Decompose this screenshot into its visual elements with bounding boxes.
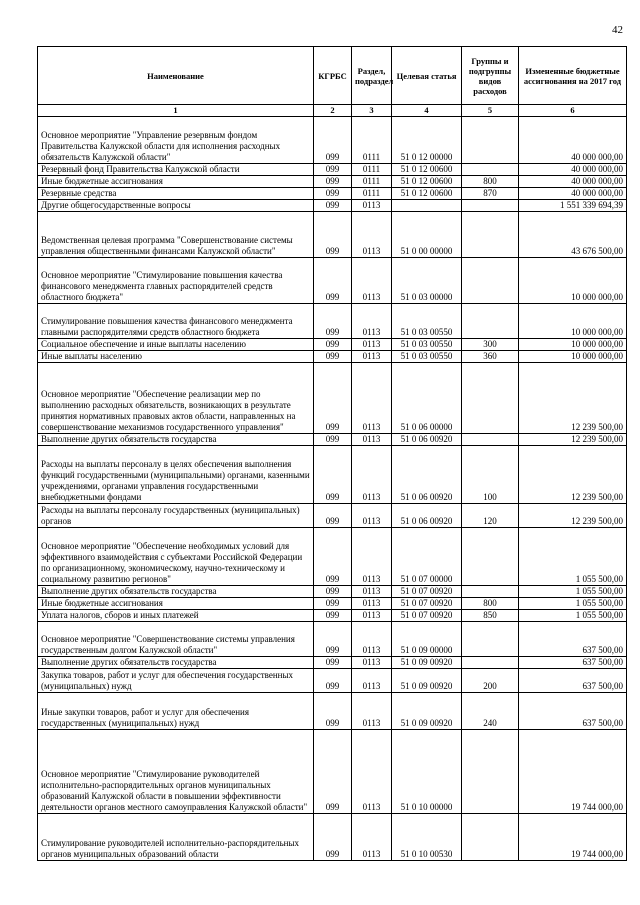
column-number: 4 bbox=[392, 105, 462, 117]
cell-amount: 10 000 000,00 bbox=[519, 351, 627, 363]
header-target: Целевая статья bbox=[392, 47, 462, 105]
cell-kgrbs: 099 bbox=[314, 657, 352, 669]
cell-name: Основное мероприятие "Совершенствование системы управления государственным долгом Калужской области" bbox=[38, 622, 314, 657]
table-row bbox=[38, 598, 627, 610]
cell-name: Основное мероприятие "Стимулирование руководителей исполнительно-распорядительных органов муниципальных образований Калужской области в повышении эффективности деятельности органов местного самоуправления Калужской области" bbox=[38, 730, 314, 814]
column-number: 1 bbox=[38, 105, 314, 117]
cell-group: 100 bbox=[462, 446, 519, 504]
table-row bbox=[38, 610, 627, 622]
cell-target: 51 0 07 00000 bbox=[392, 528, 462, 586]
cell-section: 0113 bbox=[352, 598, 392, 610]
cell-group: 200 bbox=[462, 669, 519, 693]
cell-section: 0113 bbox=[352, 814, 392, 861]
table-row bbox=[38, 212, 627, 258]
cell-amount: 637 500,00 bbox=[519, 657, 627, 669]
cell-target: 51 0 03 00550 bbox=[392, 339, 462, 351]
cell-target: 51 0 10 00530 bbox=[392, 814, 462, 861]
cell-target: 51 0 09 00920 bbox=[392, 657, 462, 669]
cell-group: 300 bbox=[462, 339, 519, 351]
cell-section: 0113 bbox=[352, 434, 392, 446]
cell-name: Иные закупки товаров, работ и услуг для обеспечения государственных (муниципальных) нужд bbox=[38, 693, 314, 730]
table-row bbox=[38, 258, 627, 304]
cell-kgrbs: 099 bbox=[314, 212, 352, 258]
column-number-row bbox=[38, 105, 627, 117]
cell-target: 51 0 09 00920 bbox=[392, 693, 462, 730]
table-row bbox=[38, 528, 627, 586]
cell-name: Другие общегосударственные вопросы bbox=[38, 200, 314, 212]
cell-group bbox=[462, 622, 519, 657]
cell-amount: 19 744 000,00 bbox=[519, 814, 627, 861]
cell-target: 51 0 12 00600 bbox=[392, 176, 462, 188]
table-row bbox=[38, 117, 627, 164]
table-row bbox=[38, 200, 627, 212]
cell-kgrbs: 099 bbox=[314, 814, 352, 861]
cell-amount: 12 239 500,00 bbox=[519, 363, 627, 434]
cell-name: Основное мероприятие "Обеспечение необходимых условий для эффективного взаимодействия с субъектами Российской Федерации по организационному, экономическому, научно-техническому и социальному развитию регионов" bbox=[38, 528, 314, 586]
cell-amount: 637 500,00 bbox=[519, 622, 627, 657]
cell-group: 800 bbox=[462, 598, 519, 610]
cell-section: 0111 bbox=[352, 188, 392, 200]
cell-amount: 637 500,00 bbox=[519, 669, 627, 693]
cell-kgrbs: 099 bbox=[314, 176, 352, 188]
cell-name: Стимулирование руководителей исполнительно-распорядительных органов муниципальных образований области bbox=[38, 814, 314, 861]
cell-target: 51 0 09 00920 bbox=[392, 669, 462, 693]
cell-kgrbs: 099 bbox=[314, 351, 352, 363]
cell-target: 51 0 12 00600 bbox=[392, 164, 462, 176]
cell-name: Закупка товаров, работ и услуг для обеспечения государственных (муниципальных) нужд bbox=[38, 669, 314, 693]
column-number: 5 bbox=[462, 105, 519, 117]
page-number: 42 bbox=[612, 24, 623, 36]
table-body bbox=[38, 117, 627, 861]
cell-kgrbs: 099 bbox=[314, 586, 352, 598]
cell-group: 120 bbox=[462, 504, 519, 528]
cell-kgrbs: 099 bbox=[314, 622, 352, 657]
cell-kgrbs: 099 bbox=[314, 200, 352, 212]
cell-target: 51 0 03 00550 bbox=[392, 351, 462, 363]
cell-target: 51 0 07 00920 bbox=[392, 610, 462, 622]
column-number: 3 bbox=[352, 105, 392, 117]
cell-amount: 10 000 000,00 bbox=[519, 258, 627, 304]
cell-target: 51 0 06 00920 bbox=[392, 446, 462, 504]
cell-section: 0111 bbox=[352, 164, 392, 176]
cell-section: 0113 bbox=[352, 610, 392, 622]
cell-section: 0113 bbox=[352, 528, 392, 586]
cell-group: 850 bbox=[462, 610, 519, 622]
cell-section: 0113 bbox=[352, 693, 392, 730]
cell-group bbox=[462, 363, 519, 434]
cell-section: 0113 bbox=[352, 586, 392, 598]
cell-group: 870 bbox=[462, 188, 519, 200]
cell-name: Социальное обеспечение и иные выплаты населению bbox=[38, 339, 314, 351]
cell-target: 51 0 12 00600 bbox=[392, 188, 462, 200]
cell-name: Иные бюджетные ассигнования bbox=[38, 598, 314, 610]
table-row bbox=[38, 586, 627, 598]
cell-amount: 1 055 500,00 bbox=[519, 598, 627, 610]
cell-section: 0113 bbox=[352, 258, 392, 304]
table-row bbox=[38, 504, 627, 528]
cell-section: 0113 bbox=[352, 200, 392, 212]
cell-kgrbs: 099 bbox=[314, 188, 352, 200]
cell-amount: 10 000 000,00 bbox=[519, 339, 627, 351]
cell-group bbox=[462, 814, 519, 861]
cell-group: 800 bbox=[462, 176, 519, 188]
cell-section: 0113 bbox=[352, 304, 392, 339]
cell-kgrbs: 099 bbox=[314, 504, 352, 528]
cell-amount: 40 000 000,00 bbox=[519, 176, 627, 188]
cell-name: Ведомственная целевая программа "Совершенствование системы управления общественными финансами Калужской области" bbox=[38, 212, 314, 258]
cell-kgrbs: 099 bbox=[314, 363, 352, 434]
cell-group bbox=[462, 434, 519, 446]
cell-kgrbs: 099 bbox=[314, 434, 352, 446]
cell-target: 51 0 00 00000 bbox=[392, 212, 462, 258]
cell-group bbox=[462, 200, 519, 212]
column-number: 2 bbox=[314, 105, 352, 117]
cell-name: Расходы на выплаты персоналу в целях обеспечения выполнения функций государственными (муниципальными) органами, казенными учреждениями, органами управления государственными внебюджетными фондами bbox=[38, 446, 314, 504]
table-row bbox=[38, 164, 627, 176]
cell-group bbox=[462, 117, 519, 164]
cell-section: 0113 bbox=[352, 339, 392, 351]
cell-kgrbs: 099 bbox=[314, 446, 352, 504]
cell-group: 360 bbox=[462, 351, 519, 363]
cell-kgrbs: 099 bbox=[314, 693, 352, 730]
table-row bbox=[38, 693, 627, 730]
cell-section: 0113 bbox=[352, 363, 392, 434]
cell-amount: 12 239 500,00 bbox=[519, 504, 627, 528]
header-row bbox=[38, 47, 627, 105]
cell-target bbox=[392, 200, 462, 212]
cell-section: 0113 bbox=[352, 351, 392, 363]
cell-amount: 19 744 000,00 bbox=[519, 730, 627, 814]
cell-group bbox=[462, 258, 519, 304]
cell-kgrbs: 099 bbox=[314, 610, 352, 622]
cell-target: 51 0 06 00000 bbox=[392, 363, 462, 434]
table-row bbox=[38, 657, 627, 669]
table-row bbox=[38, 730, 627, 814]
cell-target: 51 0 06 00920 bbox=[392, 504, 462, 528]
cell-group: 240 bbox=[462, 693, 519, 730]
cell-amount: 1 055 500,00 bbox=[519, 586, 627, 598]
cell-name: Иные выплаты населению bbox=[38, 351, 314, 363]
cell-section: 0113 bbox=[352, 446, 392, 504]
budget-table bbox=[37, 46, 627, 861]
cell-kgrbs: 099 bbox=[314, 258, 352, 304]
cell-section: 0113 bbox=[352, 504, 392, 528]
cell-name: Основное мероприятие "Управление резервным фондом Правительства Калужской области для исполнения расходных обязательств Калужской области" bbox=[38, 117, 314, 164]
cell-amount: 12 239 500,00 bbox=[519, 446, 627, 504]
table-row bbox=[38, 188, 627, 200]
cell-section: 0113 bbox=[352, 669, 392, 693]
cell-name: Расходы на выплаты персоналу государственных (муниципальных) органов bbox=[38, 504, 314, 528]
header-name: Наименование bbox=[38, 47, 314, 105]
cell-name: Выполнение других обязательств государства bbox=[38, 434, 314, 446]
header-amount: Измененные бюджетные ассигнования на 2017 год bbox=[519, 47, 627, 105]
cell-target: 51 0 12 00000 bbox=[392, 117, 462, 164]
cell-target: 51 0 07 00920 bbox=[392, 598, 462, 610]
cell-amount: 637 500,00 bbox=[519, 693, 627, 730]
header-groups: Группы и подгруппы видов расходов bbox=[462, 47, 519, 105]
header-kgrbs: КГРБС bbox=[314, 47, 352, 105]
cell-name: Выполнение других обязательств государства bbox=[38, 657, 314, 669]
cell-amount: 43 676 500,00 bbox=[519, 212, 627, 258]
table-row bbox=[38, 622, 627, 657]
cell-section: 0113 bbox=[352, 730, 392, 814]
cell-name: Основное мероприятие "Стимулирование повышения качества финансового менеджмента главных распорядителей средств областного бюджета" bbox=[38, 258, 314, 304]
cell-amount: 40 000 000,00 bbox=[519, 164, 627, 176]
table-row bbox=[38, 304, 627, 339]
table-row bbox=[38, 814, 627, 861]
cell-amount: 40 000 000,00 bbox=[519, 188, 627, 200]
table-row bbox=[38, 351, 627, 363]
cell-group bbox=[462, 164, 519, 176]
cell-group bbox=[462, 657, 519, 669]
cell-target: 51 0 10 00000 bbox=[392, 730, 462, 814]
cell-section: 0113 bbox=[352, 212, 392, 258]
cell-target: 51 0 07 00920 bbox=[392, 586, 462, 598]
table-row bbox=[38, 339, 627, 351]
cell-amount: 10 000 000,00 bbox=[519, 304, 627, 339]
cell-group bbox=[462, 212, 519, 258]
cell-kgrbs: 099 bbox=[314, 730, 352, 814]
table-row bbox=[38, 446, 627, 504]
cell-kgrbs: 099 bbox=[314, 117, 352, 164]
table-row bbox=[38, 176, 627, 188]
cell-amount: 40 000 000,00 bbox=[519, 117, 627, 164]
cell-group bbox=[462, 730, 519, 814]
cell-amount: 1 551 339 694,39 bbox=[519, 200, 627, 212]
cell-name: Резервный фонд Правительства Калужской области bbox=[38, 164, 314, 176]
cell-target: 51 0 09 00000 bbox=[392, 622, 462, 657]
cell-amount: 1 055 500,00 bbox=[519, 528, 627, 586]
cell-amount: 1 055 500,00 bbox=[519, 610, 627, 622]
cell-section: 0113 bbox=[352, 657, 392, 669]
cell-amount: 12 239 500,00 bbox=[519, 434, 627, 446]
cell-kgrbs: 099 bbox=[314, 598, 352, 610]
cell-target: 51 0 06 00920 bbox=[392, 434, 462, 446]
cell-name: Резервные средства bbox=[38, 188, 314, 200]
cell-name: Основное мероприятие "Обеспечение реализации мер по выполнению расходных обязательств, возникающих в результате принятия нормативных правовых актов области, направленных на совершенствование механизмов государственного управления" bbox=[38, 363, 314, 434]
cell-group bbox=[462, 586, 519, 598]
cell-section: 0111 bbox=[352, 117, 392, 164]
table-row bbox=[38, 363, 627, 434]
cell-target: 51 0 03 00550 bbox=[392, 304, 462, 339]
cell-kgrbs: 099 bbox=[314, 669, 352, 693]
table-row bbox=[38, 434, 627, 446]
cell-group bbox=[462, 528, 519, 586]
header-section: Раздел, подраздел bbox=[352, 47, 392, 105]
table-row bbox=[38, 669, 627, 693]
cell-kgrbs: 099 bbox=[314, 528, 352, 586]
cell-kgrbs: 099 bbox=[314, 164, 352, 176]
cell-group bbox=[462, 304, 519, 339]
cell-section: 0111 bbox=[352, 176, 392, 188]
cell-name: Выполнение других обязательств государства bbox=[38, 586, 314, 598]
cell-name: Стимулирование повышения качества финансового менеджмента главными распорядителями средств областного бюджета bbox=[38, 304, 314, 339]
cell-target: 51 0 03 00000 bbox=[392, 258, 462, 304]
cell-name: Уплата налогов, сборов и иных платежей bbox=[38, 610, 314, 622]
cell-section: 0113 bbox=[352, 622, 392, 657]
cell-kgrbs: 099 bbox=[314, 304, 352, 339]
cell-kgrbs: 099 bbox=[314, 339, 352, 351]
cell-name: Иные бюджетные ассигнования bbox=[38, 176, 314, 188]
column-number: 6 bbox=[519, 105, 627, 117]
